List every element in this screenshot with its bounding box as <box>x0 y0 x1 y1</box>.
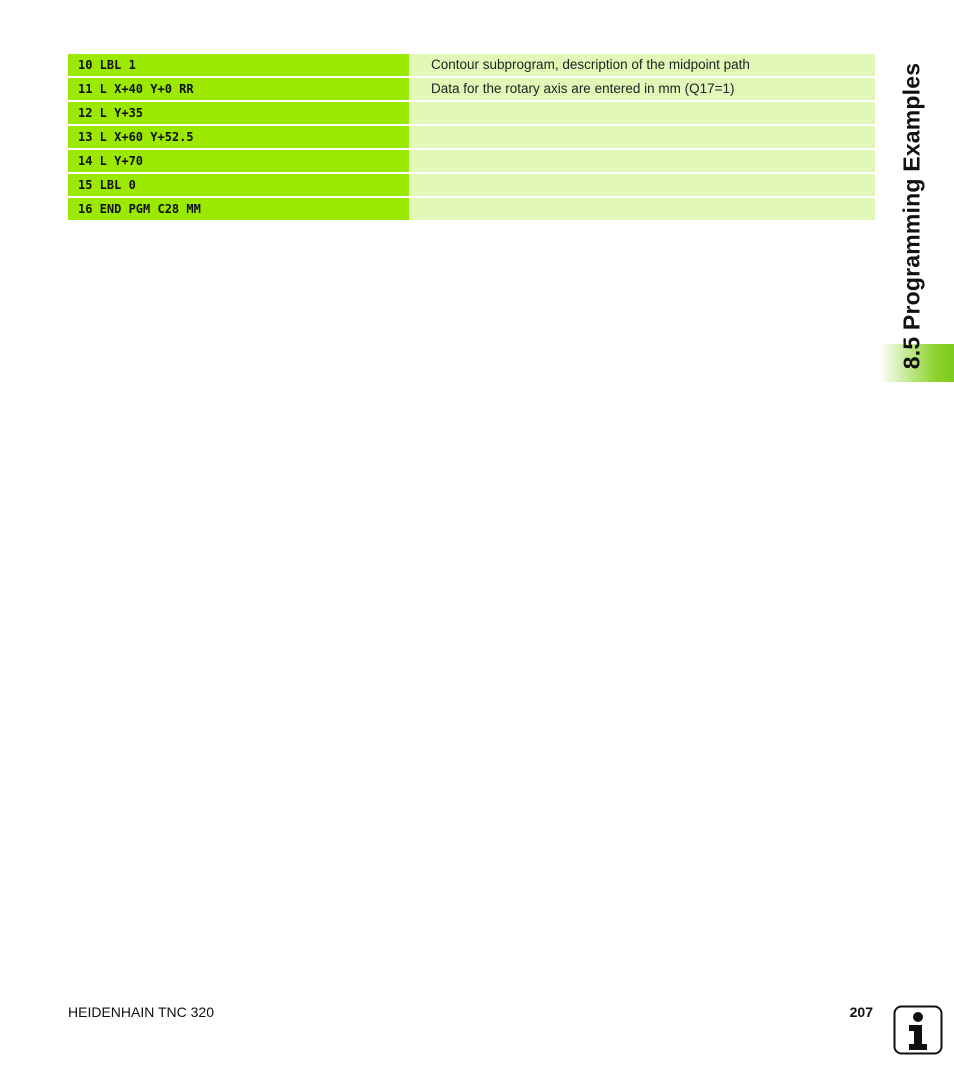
nc-code-comment: Data for the rotary axis are entered in mm (Q17=1) <box>409 78 875 100</box>
program-row <box>68 150 875 172</box>
nc-code-line: 16 END PGM C28 MM <box>68 198 409 220</box>
nc-code-comment <box>409 198 875 220</box>
nc-code-comment <box>409 150 875 172</box>
nc-code-line: 12 L Y+35 <box>68 102 409 124</box>
program-row <box>68 54 875 76</box>
section-title-text: 8.5 Programming Examples <box>898 62 925 370</box>
nc-code-line: 14 L Y+70 <box>68 150 409 172</box>
manual-title-footer: HEIDENHAIN TNC 320 <box>68 1004 215 1020</box>
nc-code-comment: Contour subprogram, description of the midpoint path <box>409 54 875 76</box>
info-icon <box>893 1005 943 1055</box>
page-number: 207 <box>849 1004 873 1020</box>
program-row <box>68 78 875 100</box>
program-table <box>68 54 875 222</box>
nc-code-comment <box>409 174 875 196</box>
nc-code-line: 13 L X+60 Y+52.5 <box>68 126 409 148</box>
nc-code-line: 15 LBL 0 <box>68 174 409 196</box>
program-row <box>68 126 875 148</box>
nc-code-line: 11 L X+40 Y+0 RR <box>68 78 409 100</box>
program-row <box>68 102 875 124</box>
program-row <box>68 174 875 196</box>
nc-code-line: 10 LBL 1 <box>68 54 409 76</box>
nc-code-comment <box>409 102 875 124</box>
program-row <box>68 198 875 220</box>
nc-code-comment <box>409 126 875 148</box>
